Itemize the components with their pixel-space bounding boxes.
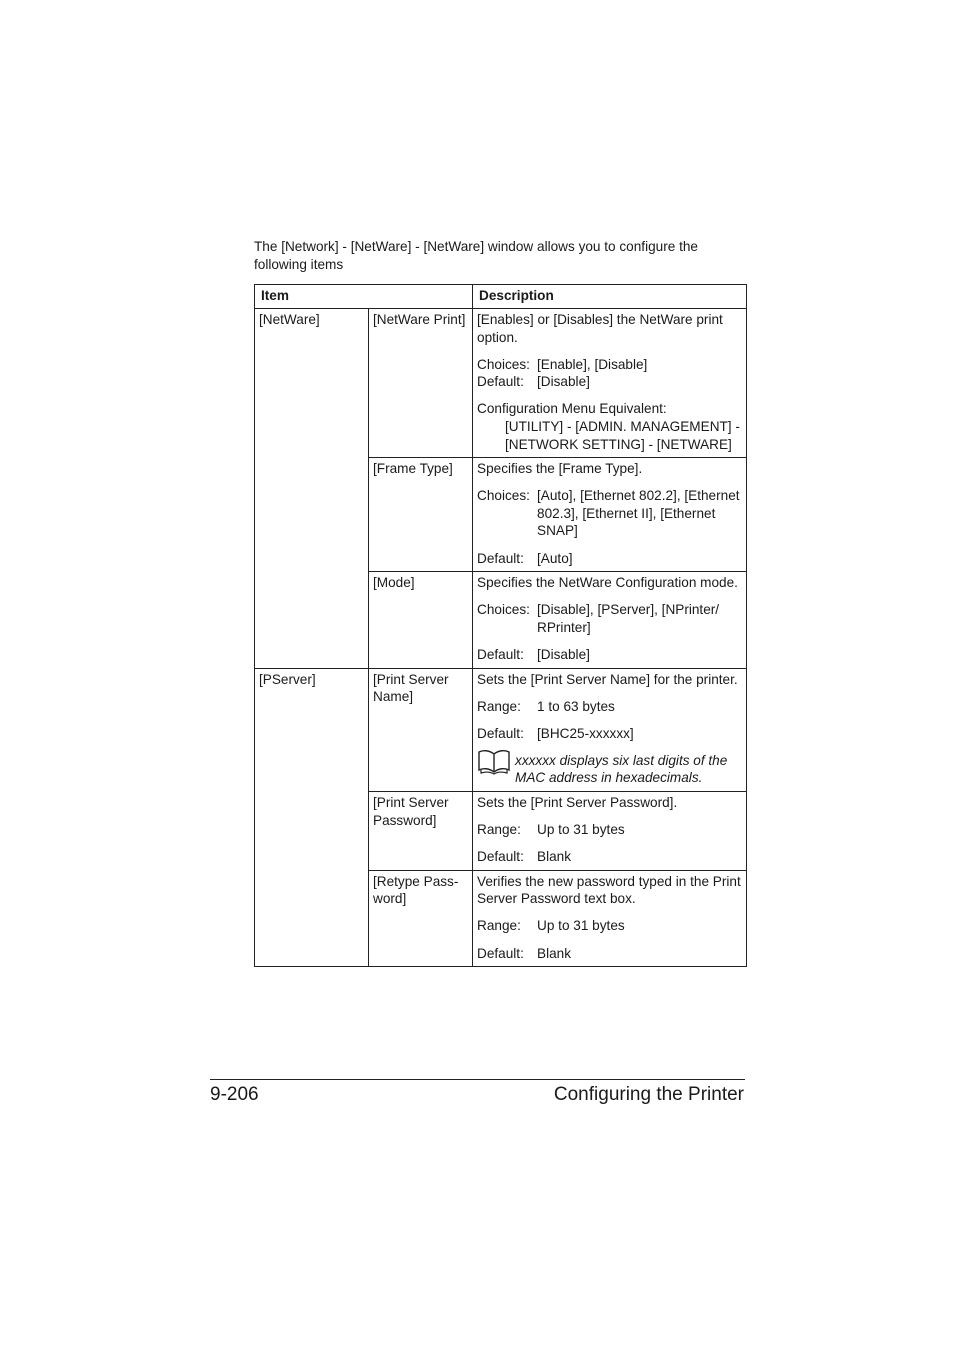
header-item: Item bbox=[255, 285, 473, 309]
row-description-cell bbox=[473, 458, 747, 572]
range-value: Up to 31 bytes bbox=[537, 822, 625, 838]
default-value: Blank bbox=[537, 849, 572, 865]
config-menu-value: [UTILITY] - [ADMIN. MANAGEMENT] - [NETWORK SETTING] - [NETWARE] bbox=[505, 418, 740, 452]
row-description-cell bbox=[473, 791, 747, 870]
note-text: xxxxxx displays six last digits of the MAC address in hexadecimals. bbox=[515, 752, 728, 786]
row-item-label: [Mode] bbox=[369, 572, 473, 668]
row-item-label: [Print Server Password] bbox=[369, 791, 473, 870]
choices-label: Choices: bbox=[477, 356, 530, 372]
default-label: Default: bbox=[477, 374, 524, 390]
config-menu-label: Configuration Menu Equivalent: bbox=[477, 401, 667, 417]
row-description: Sets the [Print Server Password]. bbox=[477, 794, 678, 810]
row-description-cell bbox=[473, 668, 747, 791]
group-label-pserver: [PServer] bbox=[255, 668, 369, 967]
default-value: [Disable] bbox=[537, 646, 590, 662]
default-value: [Auto] bbox=[537, 550, 573, 566]
range-label: Range: bbox=[477, 918, 521, 934]
note bbox=[477, 752, 742, 787]
default-label: Default: bbox=[477, 725, 524, 741]
row-description: Sets the [Print Server Name] for the printer. bbox=[477, 671, 738, 687]
choices-label: Choices: bbox=[477, 602, 530, 618]
default-value: [Disable] bbox=[537, 374, 590, 390]
header-description: Description bbox=[473, 285, 747, 309]
choices-value: [Disable], [PServer], [NPrinter/ RPrinter] bbox=[537, 602, 720, 635]
default-value: [BHC25-xxxxxx] bbox=[537, 725, 634, 741]
choices-label: Choices: bbox=[477, 488, 530, 504]
settings-table bbox=[254, 284, 747, 967]
choices-value: [Auto], [Ethernet 802.2], [Ethernet 802.3], [Ethernet II], [Ethernet SNAP] bbox=[537, 488, 740, 539]
range-label: Range: bbox=[477, 822, 521, 838]
row-item-label: [Retype Pass-word] bbox=[369, 870, 473, 966]
row-description: Specifies the NetWare Configuration mode. bbox=[477, 575, 738, 591]
table-header-row bbox=[255, 285, 747, 309]
range-value: Up to 31 bytes bbox=[537, 918, 625, 934]
row-item-label: [Frame Type] bbox=[369, 458, 473, 572]
choices-value: [Enable], [Disable] bbox=[537, 356, 648, 372]
default-label: Default: bbox=[477, 945, 524, 961]
table-row bbox=[255, 309, 747, 458]
row-description: [Enables] or [Disables] the NetWare print option. bbox=[477, 312, 723, 345]
intro-text: The [Network] - [NetWare] - [NetWare] window allows you to configure the following items bbox=[254, 239, 698, 272]
section-title: Configuring the Printer bbox=[553, 1084, 744, 1105]
row-item-label: [Print Server Name] bbox=[369, 668, 473, 791]
default-value: Blank bbox=[537, 945, 572, 961]
footer-divider bbox=[210, 1079, 745, 1080]
row-description-cell bbox=[473, 870, 747, 966]
page-number: 9-206 bbox=[210, 1084, 259, 1105]
group-label-netware: [NetWare] bbox=[255, 309, 369, 669]
table-row bbox=[255, 668, 747, 791]
book-icon bbox=[477, 749, 515, 780]
default-label: Default: bbox=[477, 646, 524, 662]
row-description-cell bbox=[473, 572, 747, 668]
row-description-cell bbox=[473, 309, 747, 458]
range-label: Range: bbox=[477, 698, 521, 714]
row-description: Verifies the new password typed in the Print Server Password text box. bbox=[477, 873, 741, 907]
row-description: Specifies the [Frame Type]. bbox=[477, 461, 643, 477]
range-value: 1 to 63 bytes bbox=[537, 698, 615, 714]
default-label: Default: bbox=[477, 550, 524, 566]
default-label: Default: bbox=[477, 849, 524, 865]
row-item-label: [NetWare Print] bbox=[369, 309, 473, 458]
